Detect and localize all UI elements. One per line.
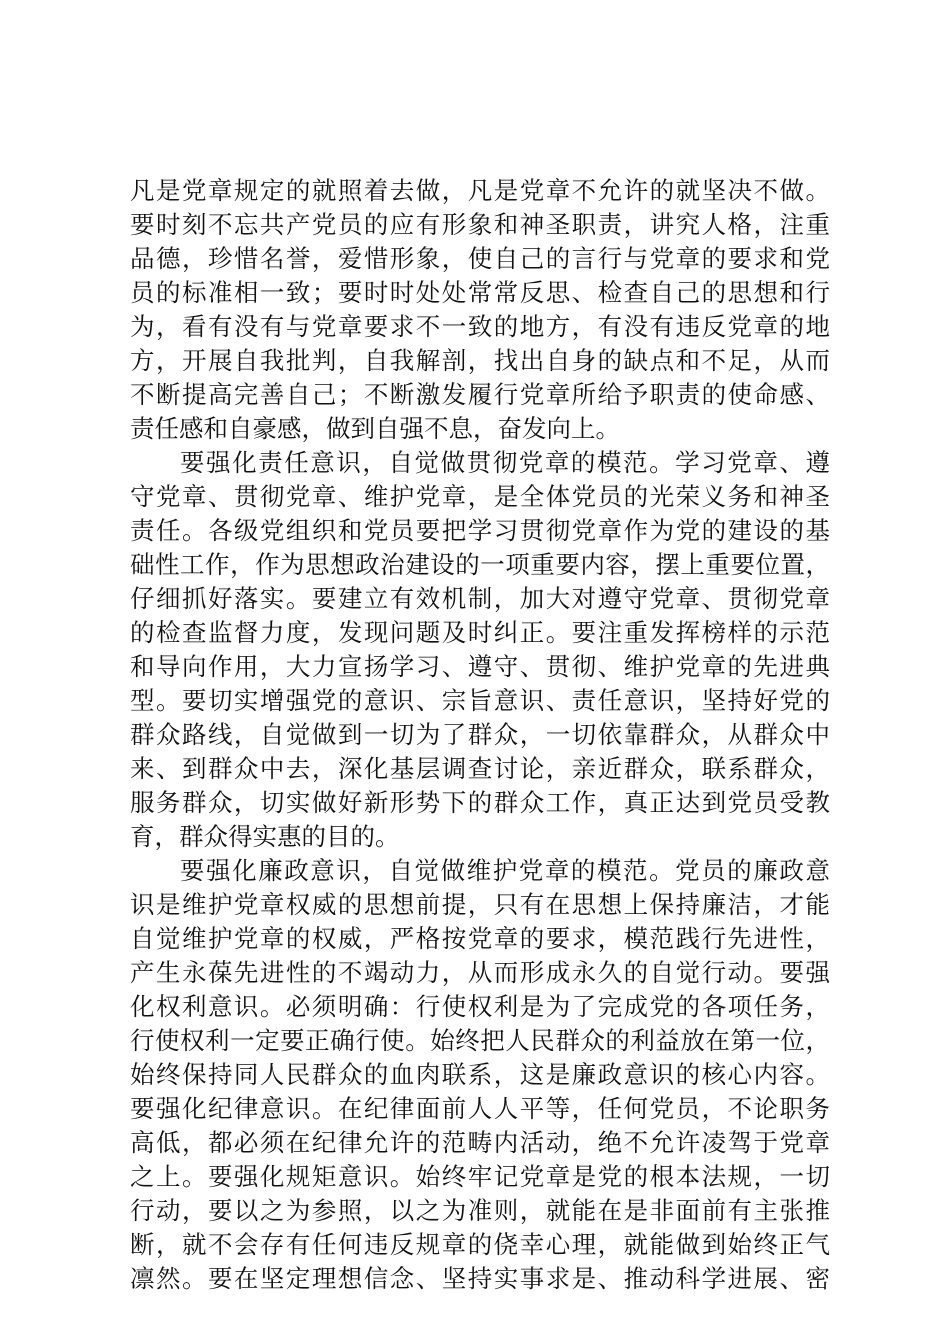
text-line: 自觉维护党章的权威，严格按党章的要求，模范践行先进性， (130, 924, 830, 953)
document-body (130, 174, 830, 1296)
text-line: 的检查监督力度，发现问题及时纠正。要注重发挥榜样的示范 (130, 618, 830, 647)
text-line: 识是维护党章权威的思想前提，只有在思想上保持廉洁，才能 (130, 890, 830, 919)
text-line: 要强化纪律意识。在纪律面前人人平等，任何党员，不论职务 (130, 1094, 830, 1123)
text-line: 为，看有没有与党章要求不一致的地方，有没有违反党章的地 (130, 312, 830, 341)
text-line: 守党章、贯彻党章、维护党章，是全体党员的光荣义务和神圣 (130, 482, 830, 511)
text-line: 行使权利一定要正确行使。始终把人民群众的利益放在第一位， (130, 1026, 830, 1055)
paragraph-first-line: 要强化廉政意识，自觉做维护党章的模范。党员的廉政意 (180, 856, 830, 885)
text-line: 础性工作，作为思想政治建设的一项重要内容，摆上重要位置， (130, 550, 830, 579)
text-line: 之上。要强化规矩意识。始终牢记党章是党的根本法规，一切 (130, 1162, 830, 1191)
text-line: 和导向作用，大力宣扬学习、遵守、贯彻、维护党章的先进典 (130, 652, 830, 681)
text-line: 断，就不会存有任何违反规章的侥幸心理，就能做到始终正气 (130, 1230, 830, 1259)
text-line: 不断提高完善自己；不断激发履行党章所给予职责的使命感、 (130, 380, 830, 409)
text-line: 产生永葆先进性的不竭动力，从而形成永久的自觉行动。要强 (130, 958, 830, 987)
text-line: 化权利意识。必须明确：行使权利是为了完成党的各项任务， (130, 992, 830, 1021)
text-line: 群众路线，自觉做到一切为了群众，一切依靠群众，从群众中 (130, 720, 830, 749)
text-line: 行动，要以之为参照，以之为准则，就能在是非面前有主张推 (130, 1196, 830, 1225)
text-line: 员的标准相一致；要时时处处常常反思、检查自己的思想和行 (130, 278, 830, 307)
text-line: 品德，珍惜名誉，爱惜形象，使自己的言行与党章的要求和党 (130, 244, 830, 273)
paragraph-first-line: 要强化责任意识，自觉做贯彻党章的模范。学习党章、遵 (180, 448, 830, 477)
text-line: 型。要切实增强党的意识、宗旨意识、责任意识，坚持好党的 (130, 686, 830, 715)
text-line: 方，开展自我批判，自我解剖，找出自身的缺点和不足，从而 (130, 346, 830, 375)
text-line: 责任感和自豪感，做到自强不息，奋发向上。 (130, 414, 620, 443)
text-line: 仔细抓好落实。要建立有效机制，加大对遵守党章、贯彻党章 (130, 584, 830, 613)
text-line: 凡是党章规定的就照着去做，凡是党章不允许的就坚决不做。 (130, 176, 830, 205)
text-line: 育，群众得实惠的目的。 (130, 822, 400, 851)
text-line: 来、到群众中去，深化基层调查讨论，亲近群众，联系群众， (130, 754, 830, 783)
text-line: 责任。各级党组织和党员要把学习贯彻党章作为党的建设的基 (130, 516, 830, 545)
text-line: 要时刻不忘共产党员的应有形象和神圣职责，讲究人格，注重 (130, 210, 830, 239)
text-line: 始终保持同人民群众的血肉联系，这是廉政意识的核心内容。 (130, 1060, 830, 1089)
text-line: 服务群众，切实做好新形势下的群众工作，真正达到党员受教 (130, 788, 830, 817)
text-line: 高低，都必须在纪律允许的范畴内活动，绝不允许凌驾于党章 (130, 1128, 830, 1157)
text-line: 凛然。要在坚定理想信念、坚持实事求是、推动科学进展、密 (130, 1264, 830, 1293)
